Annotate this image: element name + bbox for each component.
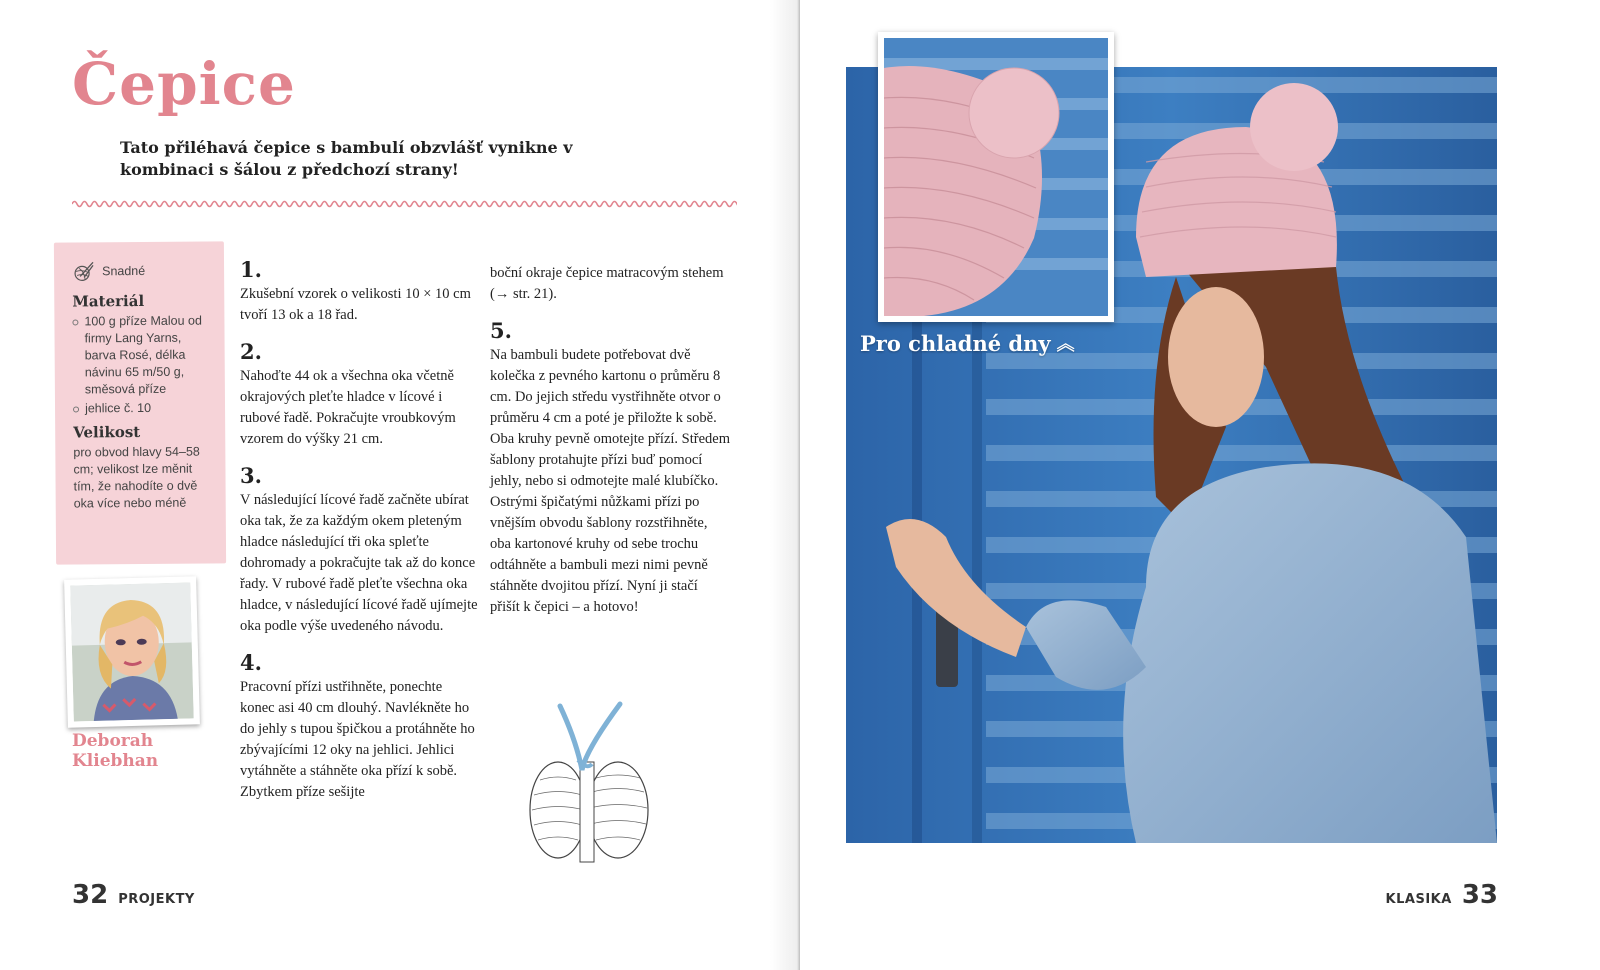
page-number: 32 xyxy=(72,880,109,910)
step-text: Nahoďte 44 ok a všechna oka včetně okrajových pleťte hladce v lícové i rubové řadě. Pokračujte vroubkovým vzorem do výšky 21 cm. xyxy=(240,368,456,447)
lead-paragraph: Tato přiléhavá čepice s bambulí obzvlášť vynikne v kombinaci s šálou z předchozí strany! xyxy=(120,138,573,179)
step-3 xyxy=(240,464,480,637)
step-5 xyxy=(490,319,730,618)
photo-caption xyxy=(860,330,1075,356)
size-heading: Velikost xyxy=(73,422,141,442)
step-number: 2. xyxy=(240,339,262,364)
step-1 xyxy=(240,258,480,326)
author-photo xyxy=(64,576,200,727)
author-name xyxy=(72,731,182,771)
yarn-needles-icon xyxy=(72,260,94,282)
step-number: 4. xyxy=(240,650,262,675)
page-number: 33 xyxy=(1461,880,1498,910)
step-number: 1. xyxy=(240,257,262,282)
material-item: 100 g příze Malou od firmy Lang Yarns, barva Rosé, délka návinu 65 m/50 g, směsová příze xyxy=(72,312,213,398)
step-4 xyxy=(240,651,480,803)
step-2 xyxy=(240,340,480,450)
inset-photo xyxy=(878,32,1114,322)
size-text: pro obvod hlavy 54–58 cm; velikost lze měnit tím, že nahodíte o dvě oka více nebo méně xyxy=(73,444,200,511)
section-name: KLASIKA xyxy=(1385,892,1452,907)
author-name-text: Deborah Kliebhan xyxy=(72,731,159,771)
double-chevron-up-icon: ︽ xyxy=(1056,334,1075,355)
step-text: Na bambuli budete potřebovat dvě kolečka z pevného kartonu o průměru 8 cm. Do jejich středu vystřihněte otvor o průměru 4 cm a poté je přiložte k sobě. Oba kruhy pevně omotejte přízí. Středem šablony protahujte přízi buď pomocí jehly, nebo si odmotejte malé klubíčko. Ostrými špičatými nůžkami přízi po vnějším obvodu šablony rozstřihněte, oba kartonové kruhy od sebe trochu odtáhněte a bambuli mezi nimi pevně stáhněte dvojitou přízí. Nyní ji stačí přišít k čepici – a hotovo! xyxy=(490,347,730,615)
step-text: V následující lícové řadě začněte ubírat oka tak, že za každým okem pleteným hladce následující tři oka spleťte dohromady a pokračujte tak až do konce řady. V rubové řadě pleťte všechna oka hladce, v následující lícové řadě ujímejte oka podle výše uvedeného návodu. xyxy=(240,492,478,634)
folio-right xyxy=(1386,880,1498,910)
caption-text: Pro chladné dny xyxy=(860,330,1051,356)
door-slat xyxy=(986,445,1497,461)
right-page xyxy=(800,0,1600,970)
instructions-column-2 xyxy=(490,263,730,632)
step-text: Pracovní přízi ustřihněte, ponechte konec asi 40 cm dlouhý. Navlékněte ho do jehly s tupou špičkou a protáhněte ho zbývajícími 12 oky na jehlici. Jehlici vytáhněte a stáhněte oka přízí k sobě. Zbytkem příze sešijte xyxy=(240,679,475,800)
step-number: 5. xyxy=(490,318,512,343)
section-name: PROJEKTY xyxy=(118,892,195,907)
step-4-continued xyxy=(490,263,730,305)
material-item: jehlice č. 10 xyxy=(73,399,213,417)
wavy-divider xyxy=(72,198,737,210)
difficulty-row xyxy=(72,259,212,282)
info-box xyxy=(54,241,226,564)
page-title: Čepice xyxy=(72,50,296,118)
step-text: Zkušební vzorek o velikosti 10 × 10 cm tvoří 13 ok a 18 řad. xyxy=(240,286,471,323)
step-text: boční okraje čepice matracovým stehem (→ str. 21). xyxy=(490,265,724,302)
pompom-illustration xyxy=(520,700,660,870)
difficulty-label: Snadné xyxy=(102,263,146,279)
folio-left xyxy=(72,880,195,910)
instructions-column-1 xyxy=(240,258,480,817)
material-list xyxy=(72,312,213,417)
material-heading: Materiál xyxy=(72,291,145,311)
step-number: 3. xyxy=(240,463,262,488)
